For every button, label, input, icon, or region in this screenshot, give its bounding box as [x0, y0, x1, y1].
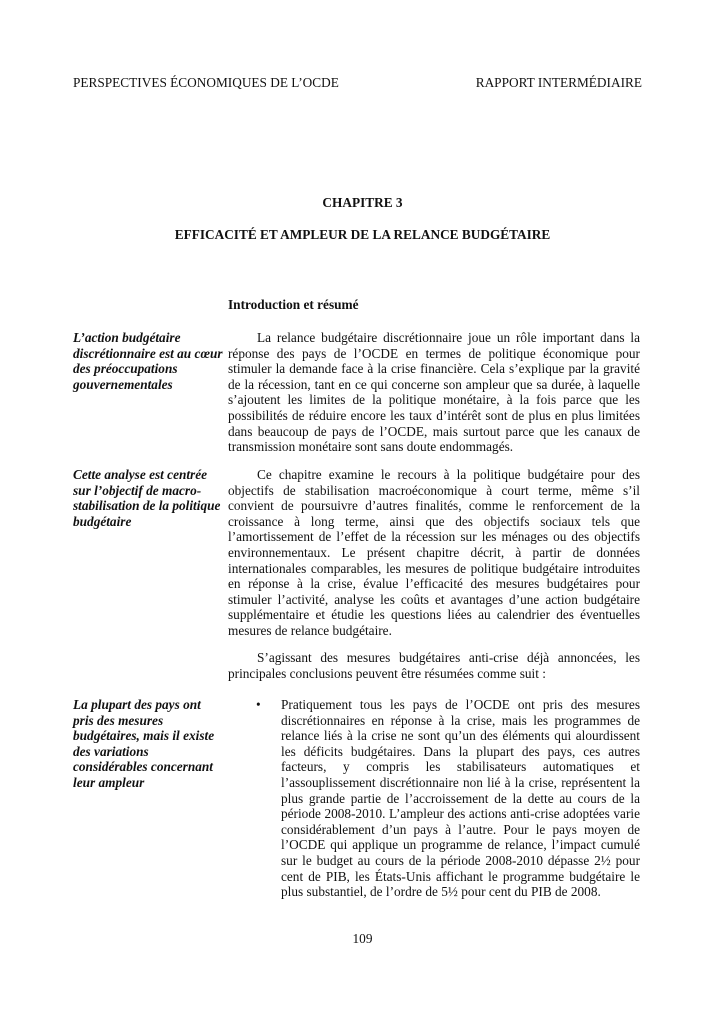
margin-note: La plupart des pays ont pris des mesures budgétaires, mais il existe des variations considérables concernant leur ampleur	[73, 697, 215, 790]
body-paragraph: Ce chapitre examine le recours à la politique budgétaire pour des objectifs de stabilisation macroéconomique à court terme, même s’il convient de poursuivre d’autres finalités, comme le renforcement de la croissance à long terme, ainsi que des objectifs sociaux tels que l’amortissement de l’effet de la récession sur les ménages ou des objectifs environnementaux. Le présent chapitre décrit, à partir de données internationales comparables, les mesures de politique budgétaire introduites en réponse à la crise, évalue l’efficacité des mesures budgétaires pour stimuler l’activité, analyse les coûts et avantages d’une action budgétaire supplémentaire et étudie les questions liées au calendrier des éventuelles mesures de relance budgétaire.	[228, 467, 640, 638]
bullet-marker: •	[256, 697, 261, 712]
running-header-left: PERSPECTIVES ÉCONOMIQUES DE L’OCDE	[73, 75, 339, 90]
bullet-text: Pratiquement tous les pays de l’OCDE ont pris des mesures discrétionnaires en réponse à la crise, mais les programmes de relance liés à la crise ne sont qu’un des éléments qui alourdissent les déficits budgétaires. Dans la plupart des pays, ces autres facteurs, y compris les stabilisateurs automatiques et l’assouplissement discrétionnaire non lié à la crise, représentent la plus grande partie de l’accroissement de la dette au cours de la période 2008-2010. L’ampleur des actions anti-crise adoptées varie considérablement d’un pays à l’autre. Pour le pays moyen de l’OCDE qui applique un programme de relance, l’impact cumulé sur le budget au cours de la période 2008-2010 dépasse 2½ pour cent de PIB, les États-Unis affichant le programme budgétaire le plus substantiel, de l’ordre de 5½ pour cent du PIB de 2008.	[281, 697, 640, 900]
page-number: 109	[352, 931, 373, 946]
body-paragraph: S’agissant des mesures budgétaires anti-crise déjà annoncées, les principales conclusions peuvent être résumées comme suit :	[228, 650, 640, 681]
chapter-title: EFFICACITÉ ET AMPLEUR DE LA RELANCE BUDGÉTAIRE	[174, 227, 551, 242]
body-paragraph: La relance budgétaire discrétionnaire joue un rôle important dans la réponse des pays de l’OCDE en termes de politique économique pour stimuler la demande face à la crise financière. Cela s’explique par la gravité de la récession, tant en ce qui concerne son ampleur que sa durée, à laquelle s’ajoutent les limites de la politique monétaire, à la fois parce que les possibilités de réduire encore les taux d’intérêt sont de plus en plus limitées dans beaucoup de pays de l’OCDE, mais surtout parce que les canaux de transmission monétaire sont sans doute endommagés.	[228, 330, 640, 455]
margin-note: Cette analyse est centrée sur l’objectif de macro-stabilisation de la politique budgétaire	[73, 467, 221, 529]
bullet-list-item	[228, 697, 640, 900]
running-header-right: RAPPORT INTERMÉDIAIRE	[475, 75, 642, 90]
margin-note: L’action budgétaire discrétionnaire est au cœur des préoccupations gouvernementales	[73, 330, 223, 392]
section-title: Introduction et résumé	[228, 297, 359, 312]
chapter-number: CHAPITRE 3	[322, 195, 403, 210]
